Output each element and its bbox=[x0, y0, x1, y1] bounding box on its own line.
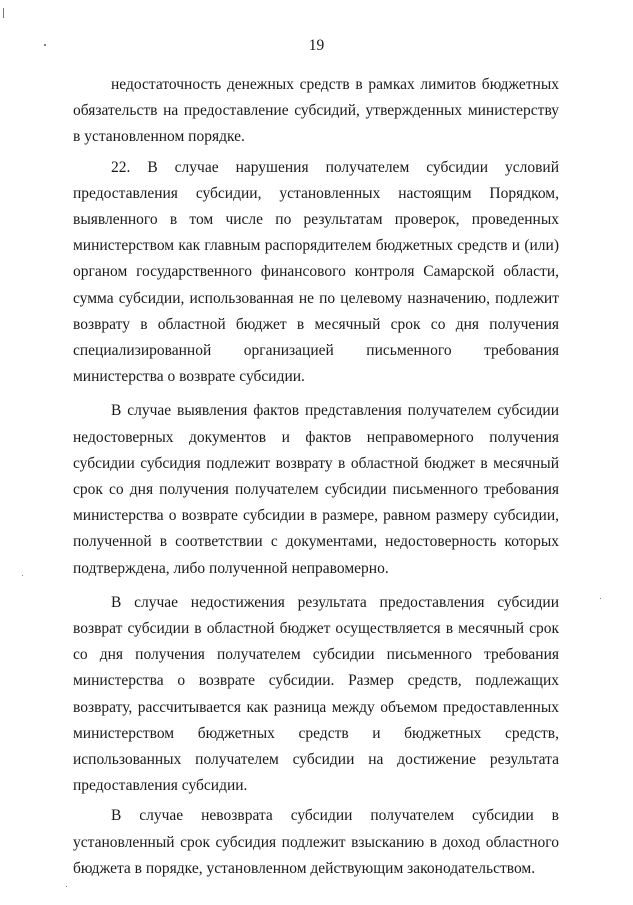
scan-speck bbox=[66, 886, 67, 887]
scan-speck bbox=[22, 575, 23, 576]
document-body bbox=[73, 72, 559, 882]
page-number: 19 bbox=[308, 37, 325, 54]
paragraph-result-not-achieved: В случае недостижения результата предоставления субсидии возврат субсидии в областной бюджет осуществляется в месячный срок со дня получения получателем субсидии письменного требования министерства о возврате субсидии. Размер средств, подлежащих возврату, рассчитывается как разница между объемом предоставленных министерством бюджетных средств и бюджетных средств, использованных получателем субсидии на достижение результата предоставления субсидии. bbox=[73, 593, 559, 795]
scan-speck bbox=[44, 44, 46, 46]
paragraph-false-documents: В случае выявления фактов представления получателем субсидии недостоверных документов и фактов неправомерного получения субсидии субсидия подлежит возврату в областной бюджет в месячный срок со дня получения получателем субсидии письменного требования министерства о возврате субсидии в размере, равном размеру субсидии, полученной в соответствии с документами, недостоверность которых подтверждена, либо полученной неправомерно. bbox=[73, 402, 559, 577]
paragraph-non-return: В случае невозврата субсидии получателем субсидии в установленный срок субсидия подлежит взысканию в доход областного бюджета в порядке, установленном действующим законодательством. bbox=[73, 807, 559, 877]
paragraph-item-22: 22. В случае нарушения получателем субсидии условий предоставления субсидии, установленных настоящим Порядком, выявленного в том числе по результатам проверок, проведенных министерством как главным распорядителем бюджетных средств и (или) органом государственного финансового контроля Самарской области, сумма субсидии, использованная не по целевому назначению, подлежит возврату в областной бюджет в месячный срок со дня получения специализированной организацией письменного требования министерства о возврате субсидии. bbox=[73, 158, 559, 386]
scan-speck bbox=[600, 598, 601, 599]
paragraph-continuation: недостаточность денежных средств в рамках лимитов бюджетных обязательств на предоставление субсидий, утвержденных министерству в установленном порядке. bbox=[73, 76, 559, 146]
scan-edge-mark bbox=[3, 8, 4, 18]
